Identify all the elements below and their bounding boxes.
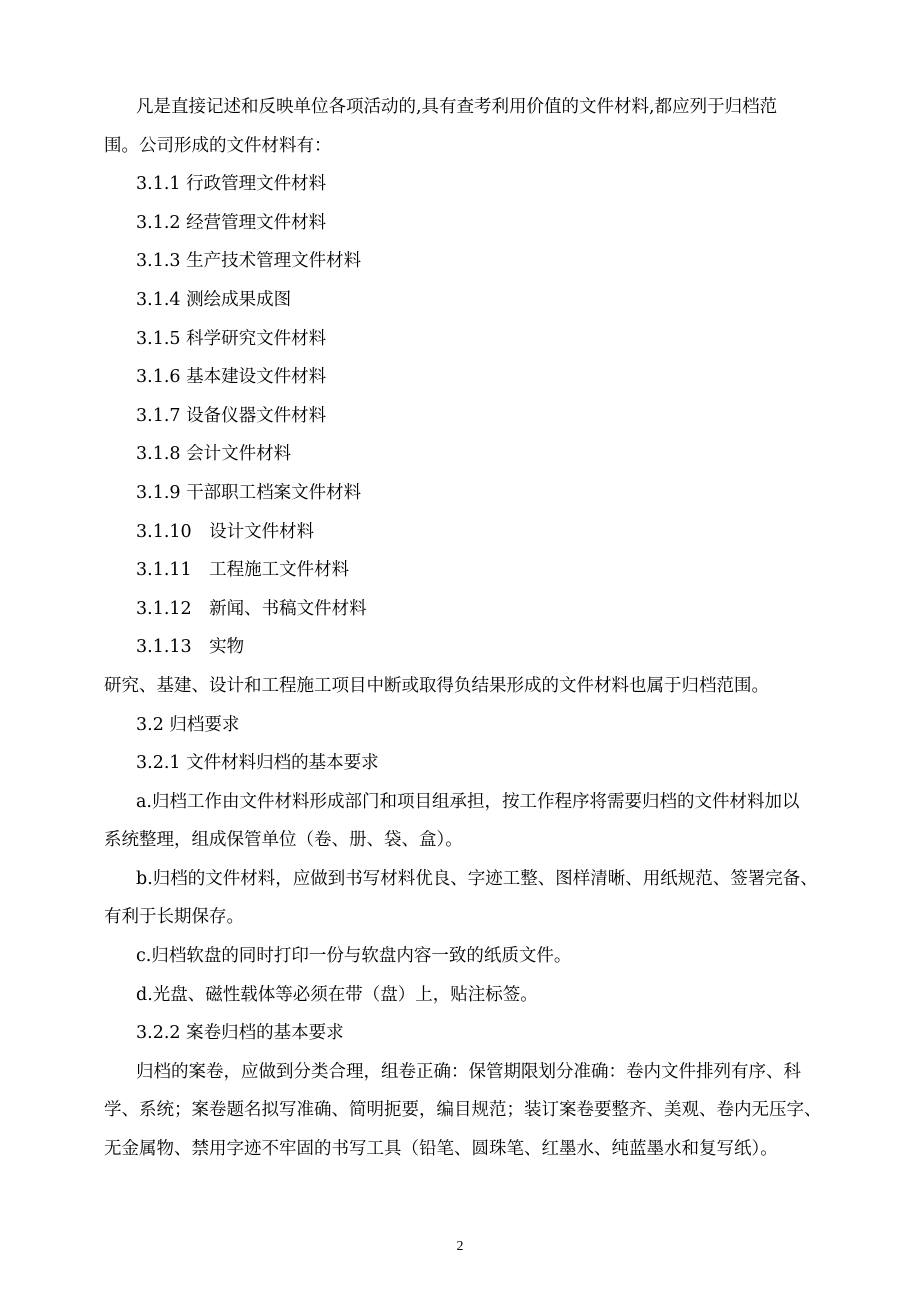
text-line: c.归档软盘的同时打印一份与软盘内容一致的纸质文件。 bbox=[136, 946, 572, 967]
list-item: 3.1.7 设备仪器文件材料 bbox=[136, 405, 327, 426]
document-body bbox=[104, 88, 824, 1169]
list-item: 3.1.2 经营管理文件材料 bbox=[136, 212, 327, 233]
text-line: 学、系统；案卷题名拟写准确、简明扼要，编目规范；装订案卷要整齐、美观、卷内无压字、 bbox=[104, 1100, 822, 1121]
text-line: 归档的案卷，应做到分类合理，组卷正确：保管期限划分准确：卷内文件排列有序、科 bbox=[136, 1061, 801, 1082]
list-item: 3.1.12 新闻、书稿文件材料 bbox=[136, 598, 367, 619]
list-item: 3.1.5 科学研究文件材料 bbox=[136, 328, 327, 349]
text-line: a.归档工作由文件材料形成部门和项目组承担，按工作程序将需要归档的文件材料加以 bbox=[136, 791, 800, 812]
text-line: d.光盘、磁性载体等必须在带（盘）上，贴注标签。 bbox=[136, 984, 538, 1005]
list-item: 3.1.3 生产技术管理文件材料 bbox=[136, 251, 362, 272]
subsection-heading: 3.2.2 案卷归档的基本要求 bbox=[136, 1023, 344, 1044]
page-number: 2 bbox=[456, 1239, 464, 1254]
list-item: 3.1.6 基本建设文件材料 bbox=[136, 367, 327, 388]
list-item: 3.1.11 工程施工文件材料 bbox=[136, 560, 350, 581]
list-item: 3.1.8 会计文件材料 bbox=[136, 444, 292, 465]
text-line: 无金属物、禁用字迹不牢固的书写工具（铅笔、圆珠笔、红墨水、纯蓝墨水和复写纸）。 bbox=[104, 1139, 778, 1160]
section-heading: 3.2 归档要求 bbox=[136, 714, 240, 735]
text-line: 凡是直接记述和反映单位各项活动的,具有查考利用价值的文件材料,都应列于归档范 bbox=[136, 97, 778, 117]
text-line: 系统整理，组成保管单位（卷、册、袋、盒）。 bbox=[104, 830, 463, 851]
text-line: b.归档的文件材料，应做到书写材料优良、字迹工整、图样清晰、用纸规范、签署完备、 bbox=[136, 868, 818, 889]
text-line: 研究、基建、设计和工程施工项目中断或取得负结果形成的文件材料也属于归档范围。 bbox=[104, 675, 769, 696]
subsection-heading: 3.2.1 文件材料归档的基本要求 bbox=[136, 753, 379, 774]
text-line: 有利于长期保存。 bbox=[104, 907, 244, 928]
text-line: 围。公司形成的文件材料有： bbox=[104, 135, 332, 156]
list-item: 3.1.9 干部职工档案文件材料 bbox=[136, 482, 362, 503]
list-item: 3.1.4 测绘成果成图 bbox=[136, 289, 292, 310]
list-item: 3.1.10 设计文件材料 bbox=[136, 521, 315, 542]
list-item: 3.1.1 行政管理文件材料 bbox=[136, 174, 327, 195]
list-item: 3.1.13 实物 bbox=[136, 637, 245, 658]
